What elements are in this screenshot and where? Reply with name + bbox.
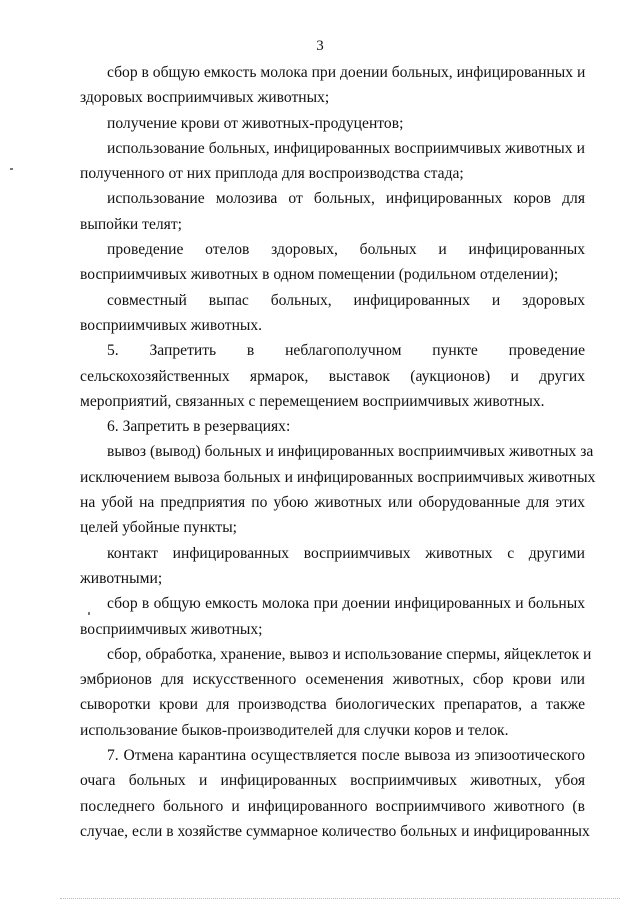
text-line: 7. Отмена карантина осуществляется после вывоза из эпизоотического <box>107 747 585 765</box>
paragraph <box>80 288 585 339</box>
text-line: сельскохозяйственных ярмарок, выставок (аукционов) и других <box>80 367 585 385</box>
text-line: эмбрионов для искусственного осеменения животных, сбор крови или <box>80 671 585 689</box>
text-line: последнего больного и инфицированного восприимчивого животного (в <box>80 797 585 815</box>
text-line: проведение отелов здоровых, больных и инфицированных <box>107 241 585 259</box>
text-line: целей убойные пункты; <box>80 519 238 537</box>
text-line: животными; <box>80 569 163 587</box>
text-line: полученного от них приплода для воспроизводства стада; <box>80 165 464 183</box>
text-line: мероприятий, связанных с перемещением восприимчивых животных. <box>80 392 545 410</box>
paragraph <box>80 541 585 592</box>
scan-bottom-edge <box>60 898 620 900</box>
paragraph <box>80 414 585 439</box>
paragraph <box>80 642 592 743</box>
paragraph <box>80 237 585 288</box>
text-line: сбор, обработка, хранение, вывоз и использование спермы, яйцеклеток и <box>107 645 592 663</box>
scan-speck <box>88 612 90 615</box>
text-line: на убой на предприятия по убою животных или оборудованные для этих <box>80 494 585 512</box>
text-line: 5. Запретить в неблагополучном пункте проведение <box>107 342 585 360</box>
text-line: восприимчивых животных в одном помещении (родильном отделении); <box>80 266 559 284</box>
text-line: выпойки телят; <box>80 215 182 233</box>
paragraph <box>80 111 585 136</box>
text-line: получение крови от животных-продуцентов; <box>107 114 404 132</box>
scan-speck <box>10 168 13 170</box>
text-line: исключением вывоза больных и инфицированных восприимчивых животных <box>80 468 596 486</box>
text-line: случае, если в хозяйстве суммарное количество больных и инфицированных <box>80 822 590 840</box>
text-line: сыворотки крови для производства биологических препаратов, а также <box>80 696 585 714</box>
document-body <box>80 60 596 844</box>
paragraph <box>80 60 585 111</box>
paragraph <box>80 439 596 540</box>
paragraph <box>80 338 585 414</box>
text-line: использование больных, инфицированных восприимчивых животных и <box>107 139 585 157</box>
text-line: сбор в общую емкость молока при доении больных, инфицированных и <box>107 64 586 81</box>
text-line: восприимчивых животных. <box>80 316 263 334</box>
paragraph <box>80 591 585 642</box>
text-line: вывоз (вывод) больных и инфицированных восприимчивых животных за <box>107 443 594 461</box>
page-number: 3 <box>316 38 324 54</box>
text-line: использование быков-производителей для случки коров и телок. <box>80 721 509 739</box>
text-line: очага больных и инфицированных восприимчивых животных, убоя <box>80 772 585 790</box>
text-line: восприимчивых животных; <box>80 620 263 638</box>
text-line: использование молозива от больных, инфицированных коров для <box>107 190 585 208</box>
text-line: совместный выпас больных, инфицированных и здоровых <box>107 291 585 309</box>
text-line: контакт инфицированных восприимчивых животных с другими <box>107 544 585 562</box>
paragraph <box>80 186 585 237</box>
text-line: 6. Запретить в резервациях: <box>107 418 291 436</box>
text-line: сбор в общую емкость молока при доении инфицированных и больных <box>107 595 585 613</box>
text-line: здоровых восприимчивых животных; <box>80 89 330 107</box>
paragraph <box>80 743 590 844</box>
paragraph <box>80 136 585 187</box>
